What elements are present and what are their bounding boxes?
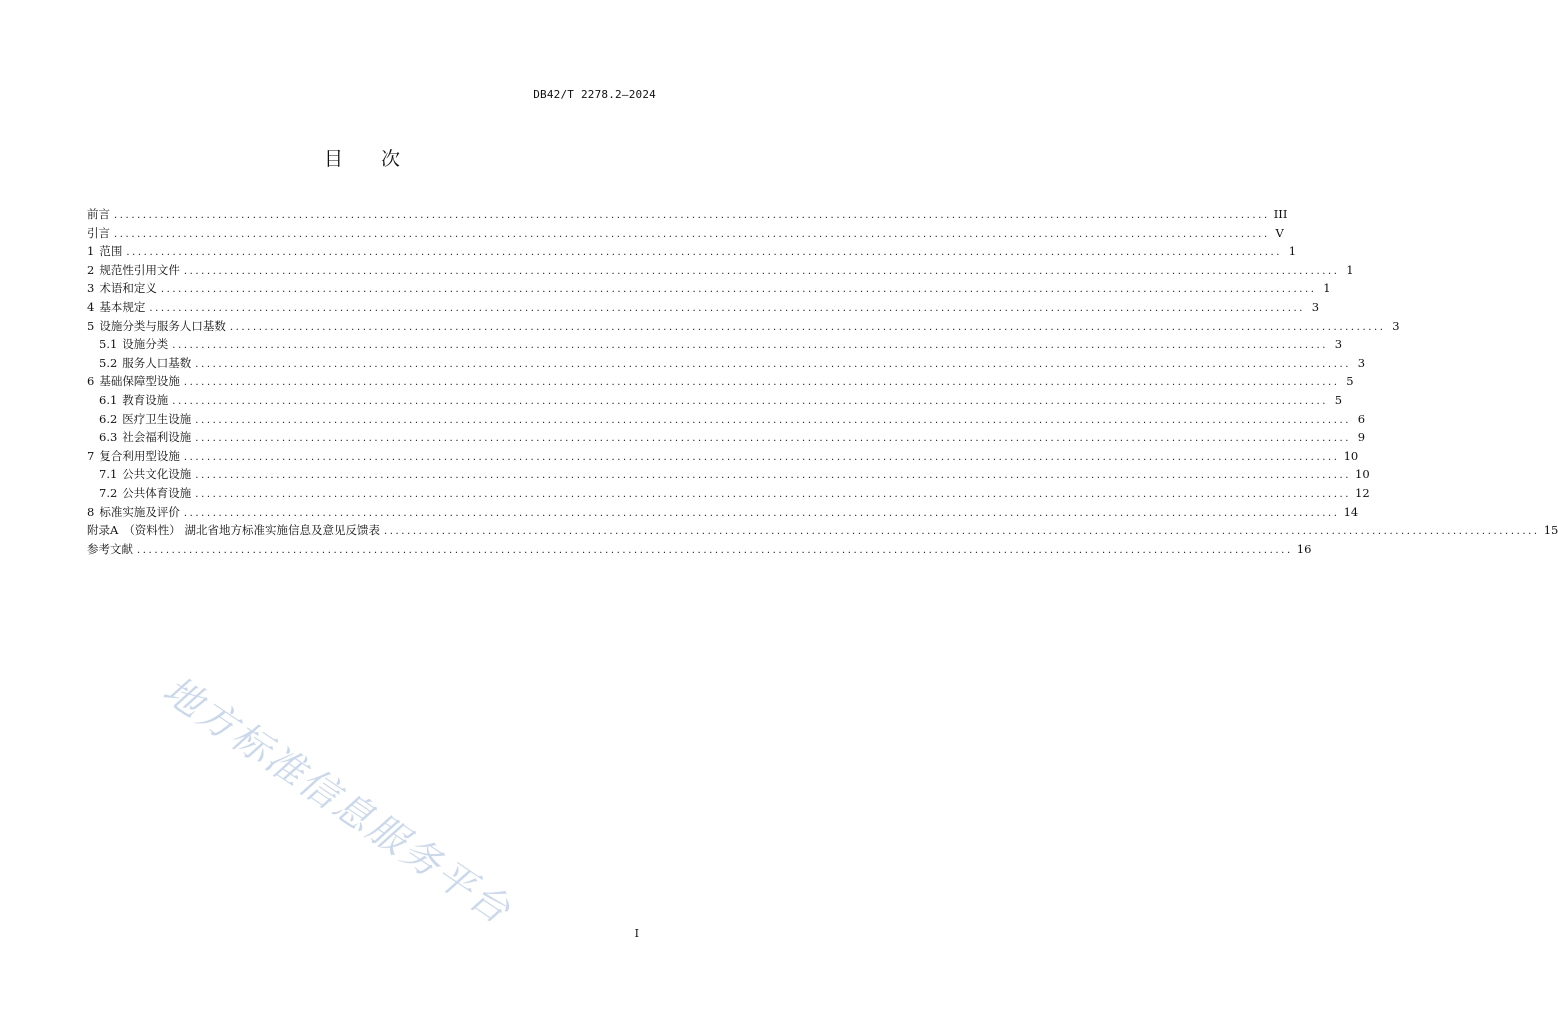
toc-entry[interactable] [87, 410, 1366, 429]
toc-entry-title: 服务人口基数 [122, 355, 192, 370]
toc-leader-dots: ........................................................................................................................................................................................................ [183, 265, 1340, 277]
toc-entry-page: III [1273, 207, 1288, 221]
toc-entry-number: 5.1 [99, 337, 118, 352]
toc-entry-title: 公共文化设施 [122, 467, 192, 482]
toc-entry-number: 6 [87, 374, 95, 389]
toc-entry-page: 3 [1357, 355, 1366, 370]
toc-entry-label [87, 540, 133, 559]
toc-entry-title: （资料性） 湖北省地方标准实施信息及意见反馈表 [123, 523, 380, 538]
toc-entry-number: 7 [87, 448, 95, 463]
toc-entry[interactable] [87, 540, 1312, 559]
toc-entry[interactable] [87, 279, 1331, 298]
toc-entry-label [99, 410, 191, 429]
toc-entry-number: 6.1 [99, 392, 118, 407]
toc-entry[interactable] [87, 391, 1343, 410]
toc-entry-page: 5 [1346, 374, 1354, 389]
toc-entry-number: 7.1 [99, 467, 118, 482]
table-of-contents [87, 205, 1558, 558]
toc-entry-number: 6.2 [99, 411, 118, 426]
toc-leader-dots: ........................................................................................................................................................................................................ [229, 321, 1386, 333]
toc-entry[interactable] [87, 503, 1359, 522]
toc-entry-page: 1 [1288, 244, 1297, 259]
toc-entry-page: 9 [1357, 430, 1366, 445]
toc-entry-title: 设施分类与服务人口基数 [99, 318, 226, 333]
toc-entry-label [87, 521, 380, 540]
toc-entry-title: 参考文献 [87, 541, 133, 556]
toc-entry-label [87, 447, 180, 466]
watermark: 地方标准信息服务平台 [155, 667, 520, 934]
toc-entry-number: 1 [87, 244, 95, 259]
toc-entry-number: 8 [87, 504, 95, 519]
toc-entry-number: 附录A [87, 523, 119, 538]
toc-leader-dots: ........................................................................................................................................................................................................ [195, 470, 1352, 482]
toc-leader-dots: ........................................................................................................................................................................................................ [195, 488, 1352, 500]
toc-entry[interactable] [87, 224, 1284, 243]
toc-entry-page: 6 [1357, 411, 1366, 426]
toc-entry-title: 医疗卫生设施 [122, 411, 192, 426]
toc-entry-number: 3 [87, 281, 95, 296]
toc-entry-page: 1 [1323, 281, 1331, 296]
toc-leader-dots: ........................................................................................................................................................................................................ [114, 228, 1270, 240]
toc-entry-page: 3 [1392, 318, 1400, 333]
toc-entry-label [99, 484, 191, 503]
toc-entry-label [99, 354, 191, 373]
toc-entry[interactable] [87, 261, 1354, 280]
toc-entry[interactable] [87, 372, 1354, 391]
toc-entry-label [87, 242, 122, 261]
toc-entry-title: 引言 [87, 225, 110, 240]
toc-entry-page: 16 [1296, 541, 1312, 556]
toc-entry[interactable] [87, 354, 1366, 373]
toc-entry-title: 教育设施 [122, 392, 169, 407]
toc-entry-label [87, 224, 110, 243]
toc-entry-title: 术语和定义 [99, 281, 157, 296]
toc-entry-page: 12 [1355, 485, 1370, 500]
title-char-2: 次 [381, 148, 401, 170]
toc-entry-title: 基本规定 [99, 299, 146, 314]
toc-entry-page: 10 [1343, 448, 1359, 463]
toc-entry-title: 公共体育设施 [122, 485, 192, 500]
toc-entry-title: 标准实施及评价 [99, 504, 180, 519]
standard-code: DB42/T 2278.2—2024 [533, 88, 656, 101]
toc-leader-dots: ........................................................................................................................................................................................................ [114, 210, 1270, 221]
toc-entry-page: 5 [1334, 392, 1343, 407]
toc-leader-dots: ........................................................................................................................................................................................................ [183, 377, 1340, 389]
toc-entry-title: 基础保障型设施 [99, 374, 180, 389]
toc-entry[interactable] [87, 335, 1343, 354]
toc-entry[interactable] [87, 428, 1366, 447]
toc-entry[interactable] [87, 205, 1288, 224]
toc-leader-dots: ........................................................................................................................................................................................................ [172, 340, 1329, 352]
toc-entry[interactable] [87, 465, 1370, 484]
toc-leader-dots: ........................................................................................................................................................................................................ [149, 302, 1306, 314]
toc-entry-label [99, 428, 191, 447]
toc-entry-title: 规范性引用文件 [99, 262, 180, 277]
toc-entry-page: 15 [1543, 523, 1558, 538]
toc-entry-label [87, 503, 180, 522]
toc-leader-dots: ........................................................................................................................................................................................................ [383, 526, 1540, 538]
toc-entry-label [87, 298, 145, 317]
toc-leader-dots: ........................................................................................................................................................................................................ [172, 395, 1329, 407]
toc-entry-page: 14 [1343, 504, 1359, 519]
toc-entry-page: 1 [1346, 262, 1354, 277]
toc-entry-number: 4 [87, 299, 95, 314]
toc-entry-label [99, 335, 168, 354]
toc-entry[interactable] [87, 298, 1320, 317]
toc-leader-dots: ........................................................................................................................................................................................................ [183, 507, 1340, 519]
title-char-1: 目 [323, 148, 343, 170]
toc-entry-number: 5.2 [99, 355, 118, 370]
toc-entry-label [87, 279, 157, 298]
toc-leader-dots: ........................................................................................................................................................................................................ [195, 414, 1352, 426]
page-number: I [634, 927, 639, 940]
toc-entry-page: 10 [1355, 467, 1370, 482]
toc-entry-page: 3 [1334, 337, 1343, 352]
toc-leader-dots: ........................................................................................................................................................................................................ [126, 247, 1283, 259]
toc-entry-page: V [1275, 225, 1284, 240]
toc-entry[interactable] [87, 447, 1359, 466]
toc-entry-label [87, 261, 180, 280]
toc-entry-title: 复合利用型设施 [99, 448, 180, 463]
toc-entry[interactable] [87, 317, 1400, 336]
toc-entry[interactable] [87, 484, 1370, 503]
toc-entry-number: 6.3 [99, 430, 118, 445]
toc-entry-title: 前言 [87, 207, 110, 221]
toc-entry-number: 5 [87, 318, 95, 333]
toc-entry-title: 范围 [99, 244, 123, 259]
toc-entry-page: 3 [1311, 299, 1320, 314]
toc-entry-title: 社会福利设施 [122, 430, 192, 445]
toc-entry[interactable] [87, 242, 1297, 261]
toc-entry-number: 7.2 [99, 485, 118, 500]
toc-leader-dots: ........................................................................................................................................................................................................ [137, 544, 1293, 556]
toc-leader-dots: ........................................................................................................................................................................................................ [183, 451, 1340, 463]
toc-entry-title: 设施分类 [122, 337, 169, 352]
toc-entry-label [87, 317, 226, 336]
toc-entry-label [87, 372, 180, 391]
page-title [0, 144, 724, 171]
toc-leader-dots: ........................................................................................................................................................................................................ [195, 358, 1352, 370]
toc-entry[interactable] [87, 521, 1558, 540]
toc-entry-number: 2 [87, 262, 95, 277]
toc-leader-dots: ........................................................................................................................................................................................................ [160, 284, 1317, 296]
toc-entry-label [87, 205, 110, 224]
toc-entry-label [99, 391, 168, 410]
toc-entry-label [99, 465, 191, 484]
toc-leader-dots: ........................................................................................................................................................................................................ [195, 433, 1352, 445]
